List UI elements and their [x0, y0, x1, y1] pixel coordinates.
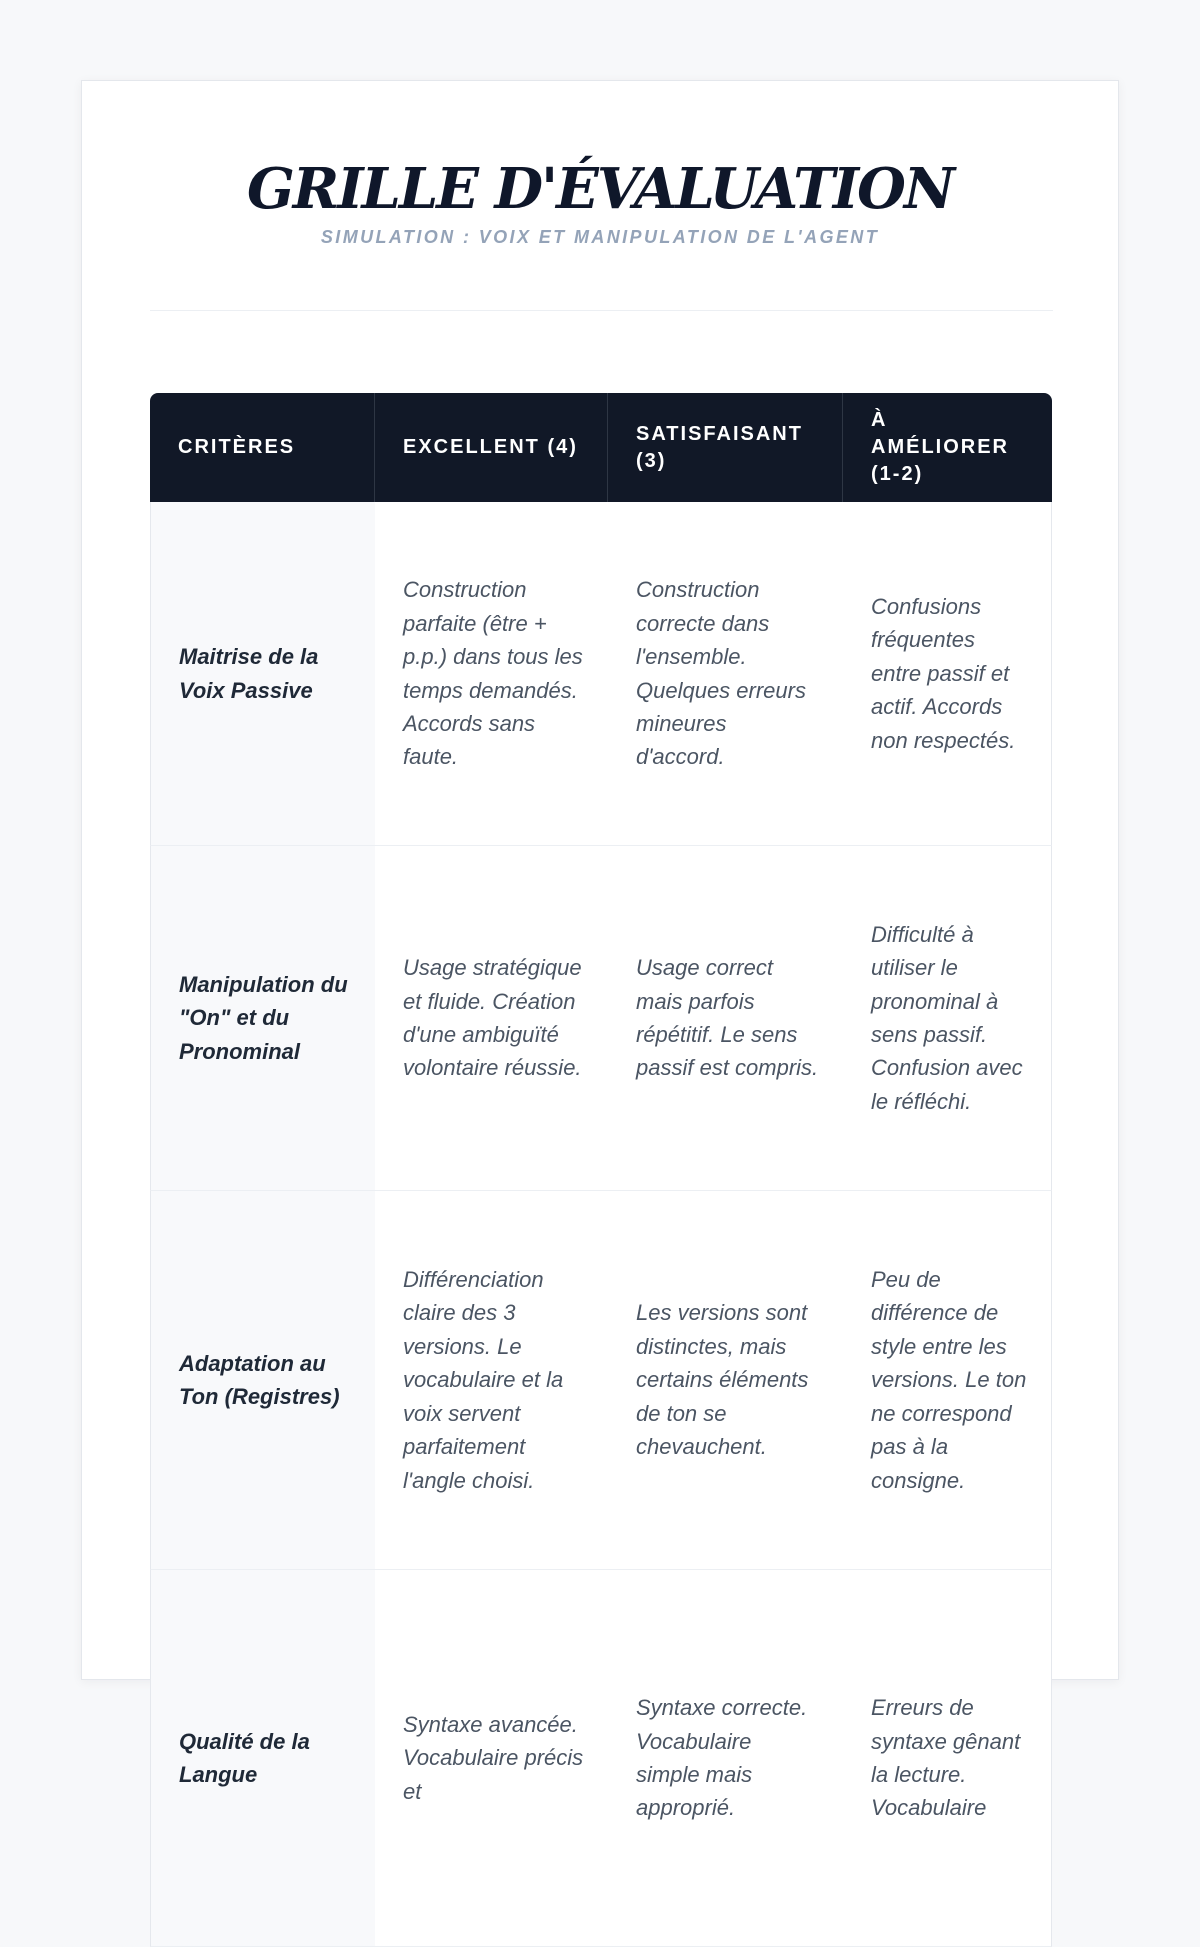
page-title: GRILLE D'ÉVALUATION: [246, 156, 954, 222]
table-row: [150, 1191, 1052, 1570]
criterion-cell: Qualité de la Langue: [150, 1570, 375, 1947]
satisfaisant-cell: Syntaxe correcte. Vocabulaire simple mais approprié.: [608, 1570, 843, 1947]
excellent-cell: Usage stratégique et fluide. Création d'une ambiguïté volontaire réussie.: [375, 846, 608, 1191]
column-header-excellent: EXCELLENT (4): [375, 393, 608, 502]
page-subtitle: SIMULATION : VOIX ET MANIPULATION DE L'AGENT: [320, 227, 880, 247]
column-header-satisfaisant: SATISFAISANT (3): [608, 393, 843, 502]
ameliorer-cell: Peu de différence de style entre les versions. Le ton ne correspond pas à la consigne.: [843, 1191, 1052, 1570]
satisfaisant-cell: Usage correct mais parfois répétitif. Le sens passif est compris.: [608, 846, 843, 1191]
satisfaisant-cell: Les versions sont distinctes, mais certains éléments de ton se chevauchent.: [608, 1191, 843, 1570]
ameliorer-cell: Erreurs de syntaxe gênant la lecture. Vocabulaire: [843, 1570, 1052, 1947]
rubric-table-container: [150, 393, 1052, 1947]
criterion-cell: Manipulation du "On" et du Pronominal: [150, 846, 375, 1191]
ameliorer-cell: Difficulté à utiliser le pronominal à sens passif. Confusion avec le réfléchi.: [843, 846, 1052, 1191]
table-row: [150, 502, 1052, 846]
table-row: [150, 846, 1052, 1191]
excellent-cell: Construction parfaite (être + p.p.) dans tous les temps demandés. Accords sans faute.: [375, 502, 608, 846]
column-header-criteres: CRITÈRES: [150, 393, 375, 502]
satisfaisant-cell: Construction correcte dans l'ensemble. Quelques erreurs mineures d'accord.: [608, 502, 843, 846]
column-header-ameliorer: À AMÉLIORER (1-2): [843, 393, 1052, 502]
table-header-row: [150, 393, 1052, 502]
header-divider: [150, 310, 1053, 311]
ameliorer-cell: Confusions fréquentes entre passif et actif. Accords non respectés.: [843, 502, 1052, 846]
rubric-card: [81, 80, 1119, 1821]
rubric-table: [150, 393, 1052, 1947]
excellent-cell: Syntaxe avancée. Vocabulaire précis et: [375, 1570, 608, 1947]
criterion-cell: Adaptation au Ton (Registres): [150, 1191, 375, 1570]
table-row: [150, 1570, 1052, 1947]
excellent-cell: Différenciation claire des 3 versions. Le vocabulaire et la voix servent parfaitement l'angle choisi.: [375, 1191, 608, 1570]
criterion-cell: Maitrise de la Voix Passive: [150, 502, 375, 846]
